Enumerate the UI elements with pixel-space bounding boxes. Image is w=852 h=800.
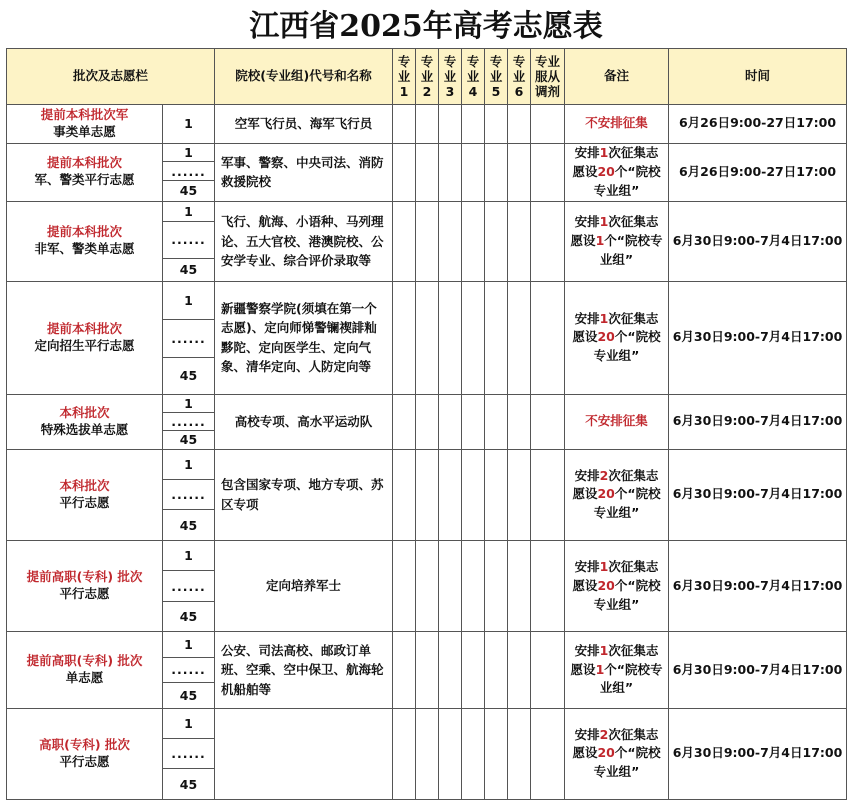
note-text: 次征集志愿设 [572,726,659,761]
header-note: 备注 [565,49,669,105]
note-text: 不安排征集 [585,115,648,131]
batch-cell [7,281,163,394]
note-text: 1 [595,232,605,248]
major-4-cell[interactable] [462,632,485,708]
major-1-cell[interactable] [393,105,416,144]
header-major-2: 专 业 2 [416,49,439,105]
choice-number: ...... [163,319,215,358]
choice-number: ...... [163,162,215,181]
page-title: 江西省2025年高考志愿表 [249,9,603,44]
table-row [7,540,847,570]
time-cell: 6月30日9:00-7月4日17:00 [669,632,847,708]
major-4-cell[interactable] [462,449,485,540]
obey-adjust-cell[interactable] [531,105,565,144]
major-5-cell[interactable] [485,394,508,449]
major-1-cell[interactable] [393,540,416,631]
note-cell [565,540,669,631]
choice-number: ...... [163,738,215,768]
choice-number: 45 [163,431,215,449]
header-schools: 院校(专业组)代号和名称 [215,49,393,105]
header-batch: 批次及志愿栏 [7,49,215,105]
major-2-cell[interactable] [416,281,439,394]
batch-cell [7,394,163,449]
major-5-cell[interactable] [485,449,508,540]
note-text: 1 [595,661,605,677]
major-1-cell[interactable] [393,394,416,449]
header-major-5: 专 业 5 [485,49,508,105]
volunteer-table [6,48,847,800]
major-5-cell[interactable] [485,540,508,631]
major-5-cell[interactable] [485,201,508,281]
note-text: 次征集志愿设 [570,214,659,248]
note-text: 个“院校专业组” [593,745,661,780]
table-row [7,201,847,221]
obey-adjust-cell[interactable] [531,708,565,799]
table-row [7,281,847,319]
note-cell [565,394,669,449]
choice-number: 1 [163,540,215,570]
major-2-cell[interactable] [416,394,439,449]
major-2-cell[interactable] [416,708,439,799]
batch-name: 提前本科批次 [46,224,122,240]
schools-cell: 新疆警察学院(须填在第一个志愿)、定向师悌警镧禊誹籼黟陀、定向医学生、定向气象、清华定向、人防定向等 [215,281,393,394]
major-1-cell[interactable] [393,449,416,540]
choice-number: 1 [163,143,215,162]
choice-number: ...... [163,571,215,601]
obey-adjust-cell[interactable] [531,540,565,631]
batch-name: 本科批次 [59,477,110,493]
choice-number: 45 [163,683,215,708]
major-4-cell[interactable] [462,143,485,201]
batch-type: 军、警类平行志愿 [34,172,135,188]
note-text: 2 [599,726,609,742]
note-text: 20 [597,577,615,593]
major-6-cell[interactable] [508,201,531,281]
schools-cell: 飞行、航海、小语种、马列理论、五大官校、港澳院校、公安学专业、综合评价录取等 [215,201,393,281]
time-cell: 6月30日9:00-7月4日17:00 [669,201,847,281]
major-6-cell[interactable] [508,394,531,449]
batch-type: 非军、警类单志愿 [34,241,135,257]
major-4-cell[interactable] [462,105,485,144]
note-text: 个“院校专业组” [593,329,661,364]
major-3-cell[interactable] [439,708,462,799]
obey-adjust-cell[interactable] [531,201,565,281]
major-1-cell[interactable] [393,143,416,201]
choice-number: 45 [163,601,215,631]
major-1-cell[interactable] [393,708,416,799]
major-4-cell[interactable] [462,540,485,631]
header-major-4: 专 业 4 [462,49,485,105]
note-text: 安排 [574,726,600,742]
major-3-cell[interactable] [439,201,462,281]
choice-number: 1 [163,281,215,319]
header-major-3: 专 业 3 [439,49,462,105]
table-row [7,632,847,657]
major-2-cell[interactable] [416,201,439,281]
batch-cell [7,632,163,708]
note-cell [565,281,669,394]
note-text: 个“院校专业组” [593,486,661,521]
choice-number: 1 [163,449,215,479]
batch-cell [7,449,163,540]
choice-number: ...... [163,657,215,682]
schools-cell: 军事、警察、中央司法、消防救援院校 [215,143,393,201]
table-row [7,143,847,162]
schools-cell: 空军飞行员、海军飞行员 [215,105,393,144]
table-body [7,105,847,800]
choice-number: 1 [163,201,215,221]
major-6-cell[interactable] [508,143,531,201]
header-row [7,49,847,105]
note-text: 个“院校专业组” [599,232,663,267]
choice-number: 45 [163,510,215,540]
major-4-cell[interactable] [462,201,485,281]
major-1-cell[interactable] [393,201,416,281]
choice-number: ...... [163,412,215,430]
batch-type: 平行志愿 [59,494,110,510]
note-text: 个“院校专业组” [593,163,661,198]
choice-number: 1 [163,394,215,412]
major-3-cell[interactable] [439,540,462,631]
batch-name: 提前本科批次 [46,320,122,336]
major-2-cell[interactable] [416,143,439,201]
batch-type: 事类单志愿 [53,123,116,139]
note-text: 20 [597,486,615,502]
schools-cell: 定向培养军士 [215,540,393,631]
note-text: 安排 [574,467,600,483]
obey-adjust-cell[interactable] [531,143,565,201]
note-cell [565,201,669,281]
choice-number: 1 [163,105,215,144]
major-2-cell[interactable] [416,632,439,708]
table-row [7,708,847,738]
choice-number: 1 [163,708,215,738]
time-cell: 6月30日9:00-7月4日17:00 [669,281,847,394]
major-4-cell[interactable] [462,708,485,799]
batch-name: 高职(专科) 批次 [39,736,130,752]
major-6-cell[interactable] [508,540,531,631]
schools-cell: 包含国家专项、地方专项、苏区专项 [215,449,393,540]
time-cell: 6月30日9:00-7月4日17:00 [669,449,847,540]
note-text: 1 [599,642,609,658]
batch-cell [7,708,163,799]
note-text: 安排 [574,214,600,230]
note-text: 个“院校专业组” [593,577,661,612]
schools-cell [215,708,393,799]
major-6-cell[interactable] [508,281,531,394]
major-6-cell[interactable] [508,632,531,708]
time-cell: 6月26日9:00-27日17:00 [669,143,847,201]
note-text: 次征集志愿设 [572,467,659,502]
note-cell [565,449,669,540]
batch-cell [7,105,163,144]
batch-type: 平行志愿 [59,753,110,769]
major-5-cell[interactable] [485,632,508,708]
major-3-cell[interactable] [439,281,462,394]
batch-name: 本科批次 [59,404,110,420]
major-6-cell[interactable] [508,449,531,540]
note-text: 次征集志愿设 [572,310,659,345]
note-text: 安排 [574,559,600,575]
choice-number: 45 [163,769,215,800]
batch-name: 提前本科批次 [46,155,122,171]
note-text: 个“院校专业组” [599,661,663,696]
major-3-cell[interactable] [439,394,462,449]
obey-adjust-cell[interactable] [531,632,565,708]
note-text: 次征集志愿设 [570,642,659,677]
obey-adjust-cell[interactable] [531,449,565,540]
choice-number: 45 [163,358,215,395]
table-row [7,105,847,144]
major-2-cell[interactable] [416,449,439,540]
note-cell [565,632,669,708]
time-cell: 6月26日9:00-27日17:00 [669,105,847,144]
major-3-cell[interactable] [439,105,462,144]
choice-number: 1 [163,632,215,657]
major-4-cell[interactable] [462,394,485,449]
note-cell [565,143,669,201]
table-row [7,394,847,412]
major-5-cell[interactable] [485,281,508,394]
major-5-cell[interactable] [485,143,508,201]
obey-adjust-cell[interactable] [531,394,565,449]
table-row [7,449,847,479]
batch-type: 特殊选拔单志愿 [40,421,129,437]
header-major-1: 专 业 1 [393,49,416,105]
major-3-cell[interactable] [439,449,462,540]
header-obey-adjust: 专业 服从 调剂 [531,49,565,105]
schools-cell: 公安、司法高校、邮政订单班、空乘、空中保卫、航海轮机船舶等 [215,632,393,708]
note-text: 安排 [574,145,600,161]
note-text: 1 [599,310,609,326]
time-cell: 6月30日9:00-7月4日17:00 [669,708,847,799]
note-text: 1 [599,559,609,575]
batch-name: 提前高职(专科) 批次 [26,569,143,585]
major-1-cell[interactable] [393,632,416,708]
batch-type: 单志愿 [65,669,104,685]
note-text: 安排 [574,642,600,658]
major-5-cell[interactable] [485,708,508,799]
note-text: 次征集志愿设 [572,559,659,593]
batch-cell [7,143,163,201]
choice-number: 45 [163,180,215,201]
header-time: 时间 [669,49,847,105]
major-6-cell[interactable] [508,105,531,144]
note-text: 安排 [574,310,600,326]
note-text: 1 [599,145,609,161]
batch-cell [7,540,163,631]
batch-cell [7,201,163,281]
note-text: 2 [599,467,609,483]
major-3-cell[interactable] [439,632,462,708]
note-cell [565,105,669,144]
major-2-cell[interactable] [416,105,439,144]
major-5-cell[interactable] [485,105,508,144]
batch-type: 平行志愿 [59,586,110,602]
note-text: 不安排征集 [585,413,648,429]
time-cell: 6月30日9:00-7月4日17:00 [669,394,847,449]
batch-name: 提前高职(专科) 批次 [26,653,143,669]
schools-cell: 高校专项、高水平运动队 [215,394,393,449]
choice-number: ...... [163,222,215,259]
header-major-6: 专 业 6 [508,49,531,105]
note-text: 20 [597,745,615,761]
batch-name: 提前本科批次军 [40,106,129,122]
major-4-cell[interactable] [462,281,485,394]
major-6-cell[interactable] [508,708,531,799]
note-text: 次征集志愿设 [572,145,659,179]
note-cell [565,708,669,799]
note-text: 20 [597,163,615,179]
batch-type: 定向招生平行志愿 [34,337,135,353]
note-text: 20 [597,329,615,345]
major-3-cell[interactable] [439,143,462,201]
major-1-cell[interactable] [393,281,416,394]
choice-number: 45 [163,258,215,281]
major-2-cell[interactable] [416,540,439,631]
note-text: 1 [599,214,609,230]
time-cell: 6月30日9:00-7月4日17:00 [669,540,847,631]
obey-adjust-cell[interactable] [531,281,565,394]
choice-number: ...... [163,480,215,510]
